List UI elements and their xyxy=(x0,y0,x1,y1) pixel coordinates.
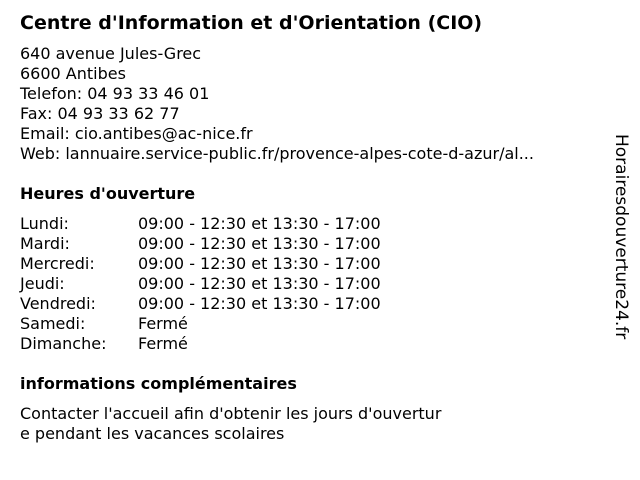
day-label: Vendredi: xyxy=(20,294,96,313)
email-address: Email: cio.antibes@ac-nice.fr xyxy=(20,124,253,143)
hours-row-wednesday xyxy=(20,254,440,274)
street-address: 640 avenue Jules-Grec xyxy=(20,44,202,63)
address-block xyxy=(20,44,534,164)
hours-value: 09:00 - 12:30 et 13:30 - 17:00 xyxy=(138,254,381,273)
city: 6600 Antibes xyxy=(20,64,126,83)
hours-row-friday xyxy=(20,294,440,314)
info-line: e pendant les vacances scolaires xyxy=(20,424,285,443)
day-label: Mercredi: xyxy=(20,254,95,273)
hours-value: 09:00 - 12:30 et 13:30 - 17:00 xyxy=(138,214,381,233)
hours-row-sunday xyxy=(20,334,440,354)
hours-row-monday xyxy=(20,214,440,234)
hours-heading: Heures d'ouverture xyxy=(20,184,196,203)
day-label: Jeudi: xyxy=(20,274,65,293)
hours-table xyxy=(20,214,440,354)
info-heading: informations complémentaires xyxy=(20,374,297,393)
phone-number: Telefon: 04 93 33 46 01 xyxy=(20,84,210,103)
hours-value: Fermé xyxy=(138,314,188,333)
fax-number: Fax: 04 93 33 62 77 xyxy=(20,104,180,123)
info-line: Contacter l'accueil afin d'obtenir les jours d'ouvertur xyxy=(20,404,442,423)
hours-row-tuesday xyxy=(20,234,440,254)
hours-value: 09:00 - 12:30 et 13:30 - 17:00 xyxy=(138,294,381,313)
website-url: Web: lannuaire.service-public.fr/provence-alpes-cote-d-azur/al... xyxy=(20,144,534,163)
hours-value: 09:00 - 12:30 et 13:30 - 17:00 xyxy=(138,234,381,253)
hours-value: 09:00 - 12:30 et 13:30 - 17:00 xyxy=(138,274,381,293)
hours-row-saturday xyxy=(20,314,440,334)
hours-value: Fermé xyxy=(138,334,188,353)
day-label: Dimanche: xyxy=(20,334,107,353)
day-label: Samedi: xyxy=(20,314,86,333)
hours-row-thursday xyxy=(20,274,440,294)
day-label: Mardi: xyxy=(20,234,70,253)
brand-watermark: Horairesdouverture24.fr xyxy=(611,134,631,340)
page-title: Centre d'Information et d'Orientation (CIO) xyxy=(20,12,483,34)
info-text xyxy=(20,404,490,444)
day-label: Lundi: xyxy=(20,214,69,233)
